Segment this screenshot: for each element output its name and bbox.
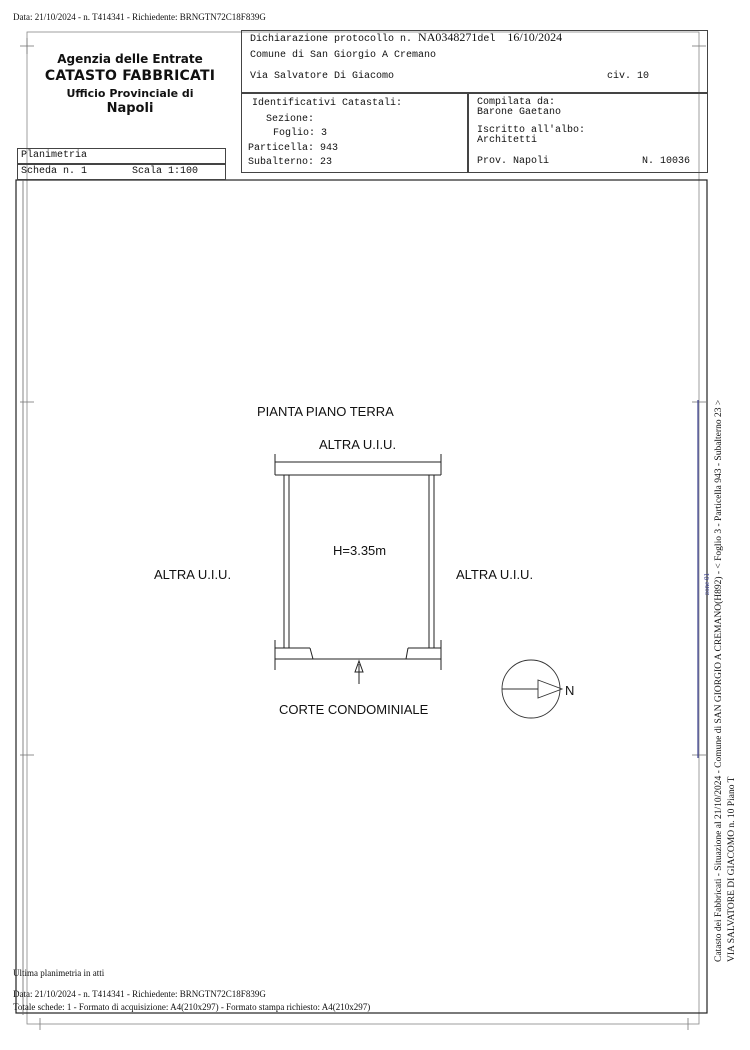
compiler-name: Barone Gaetano <box>477 107 562 118</box>
footer-format-line: Totale schede: 1 - Formato di acquisizione: A4(210x297) - Formato stampa richiesto: A4(210x297) <box>13 1002 371 1012</box>
agency-name: Agenzia delle Entrate <box>57 52 203 66</box>
province: Prov. Napoli <box>477 156 550 167</box>
subalterno: Subalterno: 23 <box>248 157 333 168</box>
agency-city: Napoli <box>106 101 154 116</box>
north-label: N <box>565 683 575 698</box>
albo-label: Iscritto all'albo: <box>477 125 586 136</box>
room-height: H=3.35m <box>333 543 387 558</box>
protocol-number: NA0348271 <box>418 30 478 44</box>
scale: Scala 1:100 <box>132 166 199 177</box>
sezione: Sezione: <box>266 114 315 125</box>
sheet-type: Planimetria <box>21 150 88 161</box>
label-courtyard: CORTE CONDOMINIALE <box>279 702 429 717</box>
comune: Comune di San Giorgio A Cremano <box>250 50 437 61</box>
scheda-number: Scheda n. 1 <box>21 166 88 177</box>
label-left-unit: ALTRA U.I.U. <box>154 567 232 582</box>
registration-number: N. 10036 <box>642 156 691 167</box>
declaration-del: del <box>477 34 496 45</box>
plan-title: PIANTA PIANO TERRA <box>257 404 394 419</box>
declaration-date: 16/10/2024 <box>507 30 563 44</box>
declaration-label: Dichiarazione protocollo n. <box>250 34 413 45</box>
label-top-unit: ALTRA U.I.U. <box>319 437 397 452</box>
north-arrow-icon <box>502 660 562 718</box>
address-side-text: VIA SALVATORE DI GIACOMO n. 10 Piano T <box>727 776 737 962</box>
street: Via Salvatore Di Giacomo <box>250 71 395 82</box>
cadastral-situation-text: Catasto dei Fabbricati - Situazione al 21/10/2024 - Comune di SAN GIORGIO A CREMANO(H892) - < Foglio 3 - Particella 943 - Subalterno 23 > <box>714 399 724 962</box>
agency-office: Ufficio Provinciale di <box>66 87 194 100</box>
civic-number: civ. 10 <box>607 71 650 82</box>
albo-value: Architetti <box>477 135 538 146</box>
compiler-label: Compilata da: <box>477 97 556 108</box>
footer-request-line: Data: 21/10/2024 - n. T414341 - Richiedente: BRNGTN72C18F839G <box>13 989 266 999</box>
agency-department: CATASTO FABBRICATI <box>44 68 216 84</box>
foglio: Foglio: 3 <box>273 128 328 139</box>
last-plan-note: Ultima planimetria in atti <box>13 968 105 978</box>
stamp-text: zone 01 <box>703 573 711 595</box>
header-request-line: Data: 21/10/2024 - n. T414341 - Richiedente: BRNGTN72C18F839G <box>13 12 266 22</box>
identifiers-title: Identificativi Catastali: <box>252 98 403 109</box>
label-right-unit: ALTRA U.I.U. <box>456 567 534 582</box>
particella: Particella: 943 <box>248 143 339 154</box>
